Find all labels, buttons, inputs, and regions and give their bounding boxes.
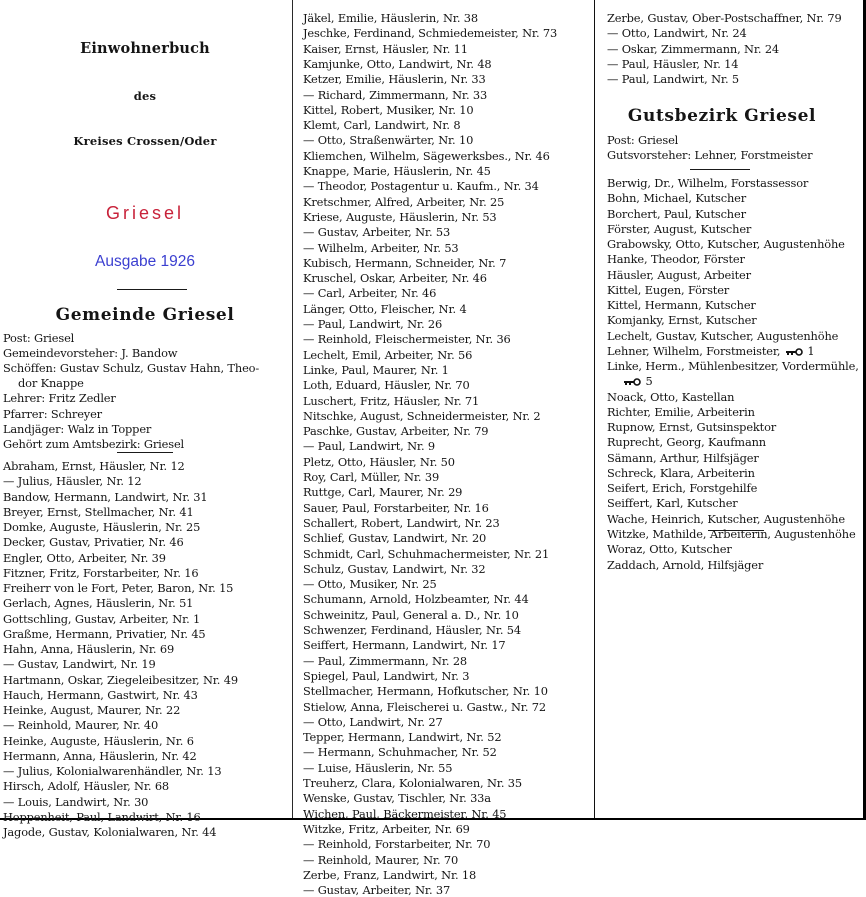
directory-entry: Hirsch, Adolf, Häusler, Nr. 68 (3, 779, 170, 794)
directory-entry: — Paul, Landwirt, Nr. 5 (607, 72, 740, 87)
directory-entry: Schulz, Gustav, Landwirt, Nr. 32 (303, 561, 486, 576)
directory-entry: — Oskar, Zimmermann, Nr. 24 (607, 41, 780, 56)
edition-stamp: Ausgabe 1926 (95, 253, 195, 270)
directory-entry: Häusler, August, Arbeiter (607, 267, 751, 282)
directory-entry: Hahn, Anna, Häuslerin, Nr. 69 (3, 642, 175, 656)
directory-entry: Länger, Otto, Fleischer, Nr. 4 (303, 301, 467, 316)
directory-entry: Lehrer: Fritz Zedler (3, 391, 116, 406)
directory-entry: Decker, Gustav, Privatier, Nr. 46 (3, 535, 184, 550)
directory-entry: Wache, Heinrich, Kutscher, Augustenhöhe (607, 511, 845, 526)
directory-entry: — Wilhelm, Arbeiter, Nr. 53 (303, 240, 459, 255)
directory-entry: — Richard, Zimmermann, Nr. 33 (303, 87, 488, 102)
directory-entry: — Gustav, Arbeiter, Nr. 37 (303, 883, 451, 897)
directory-entry: — Paul, Landwirt, Nr. 26 (303, 317, 443, 331)
directory-entry: Wenske, Gustav, Tischler, Nr. 33a (303, 791, 491, 806)
directory-entry: Zerbe, Franz, Landwirt, Nr. 18 (303, 867, 477, 882)
directory-entry: Freiherr von le Fort, Peter, Baron, Nr. 15 (3, 581, 234, 595)
directory-entry: — Otto, Straßenwärter, Nr. 10 (303, 133, 474, 148)
directory-entry: Förster, August, Kutscher (607, 221, 752, 236)
directory-entry: — Otto, Landwirt, Nr. 27 (303, 714, 443, 729)
officials-divider (117, 452, 173, 453)
directory-entry: Seifert, Erich, Forstgehilfe (607, 481, 758, 496)
directory-entry: Schweinitz, Paul, General a. D., Nr. 10 (303, 607, 519, 622)
directory-entry: Schöffen: Gustav Schulz, Gustav Hahn, Theo- (3, 361, 260, 376)
directory-entry: Sauer, Paul, Forstarbeiter, Nr. 16 (303, 500, 489, 515)
directory-entry: Knappe, Marie, Häuslerin, Nr. 45 (303, 164, 491, 178)
directory-entry: Hermann, Anna, Häuslerin, Nr. 42 (3, 748, 197, 763)
directory-entry: — Reinhold, Forstarbeiter, Nr. 70 (303, 837, 491, 852)
directory-entry: Fitzner, Fritz, Forstarbeiter, Nr. 16 (3, 565, 199, 580)
directory-entry: Witzke, Mathilde, Arbeiterin, Augustenhöhe (607, 526, 856, 541)
directory-entry: Kretschmer, Alfred, Arbeiter, Nr. 25 (303, 194, 505, 209)
directory-entry: Kamjunke, Otto, Landwirt, Nr. 48 (303, 56, 492, 71)
phone-number: 1 (807, 343, 815, 358)
directory-entry: Schreck, Klara, Arbeiterin (607, 465, 755, 480)
directory-entry: Sämann, Arthur, Hilfsjäger (607, 450, 759, 465)
directory-entry: Kubisch, Hermann, Schneider, Nr. 7 (303, 255, 507, 270)
directory-entry: Post: Griesel (607, 133, 679, 147)
directory-entry: Engler, Otto, Arbeiter, Nr. 39 (3, 550, 166, 565)
directory-entry: — Otto, Landwirt, Nr. 24 (607, 26, 747, 41)
directory-entry: Zaddach, Arnold, Hilfsjäger (607, 557, 764, 572)
book-title-of: des (133, 89, 157, 103)
directory-entry: — Theodor, Postagentur u. Kaufm., Nr. 34 (303, 179, 539, 194)
directory-entry: Kruschel, Oskar, Arbeiter, Nr. 46 (303, 271, 487, 286)
directory-entry: Lehner, Wilhelm, Forstmeister, 1 (607, 343, 815, 358)
directory-entry: Gemeindevorsteher: J. Bandow (3, 346, 178, 361)
directory-entry: Roy, Carl, Müller, Nr. 39 (303, 470, 440, 484)
directory-entry: — Paul, Zimmermann, Nr. 28 (303, 653, 468, 668)
directory-entry: Post: Griesel (3, 331, 75, 345)
directory-entry: Hartmann, Oskar, Ziegeleibesitzer, Nr. 49 (3, 672, 238, 687)
directory-entry: Hanke, Theodor, Förster (607, 252, 745, 267)
gemeinde-heading: Gemeinde Griesel (55, 305, 235, 325)
directory-entry: Domke, Auguste, Häuslerin, Nr. 25 (3, 520, 201, 534)
directory-entry: — Julius, Häusler, Nr. 12 (3, 474, 142, 489)
gutsbezirk-heading: Gutsbezirk Griesel (627, 106, 817, 126)
directory-entry: Hoppenheit, Paul, Landwirt, Nr. 16 (3, 809, 201, 824)
telephone-key-icon (785, 348, 803, 356)
directory-entry: Tepper, Hermann, Landwirt, Nr. 52 (303, 730, 502, 745)
directory-entry: Heinke, Auguste, Häuslerin, Nr. 6 (3, 733, 194, 748)
directory-entry: Linke, Herm., Mühlenbesitzer, Vordermühle, (607, 359, 859, 374)
directory-entry: Bohn, Michael, Kutscher (607, 191, 747, 206)
directory-entry: Landjäger: Walz in Topper (3, 421, 152, 436)
directory-entry: Kittel, Hermann, Kutscher (607, 298, 756, 313)
gutsbezirk-divider (690, 169, 750, 170)
directory-entry: Zerbe, Gustav, Ober-Postschaffner, Nr. 79 (607, 11, 842, 25)
directory-entry: — Julius, Kolonialwarenhändler, Nr. 13 (3, 764, 222, 778)
directory-entry: — Gustav, Arbeiter, Nr. 53 (303, 225, 451, 240)
telephone-key-icon (623, 378, 641, 386)
directory-entry: Ruttge, Carl, Maurer, Nr. 29 (303, 485, 463, 500)
directory-entry: Gottschling, Gustav, Arbeiter, Nr. 1 (3, 611, 201, 626)
directory-entry: Berwig, Dr., Wilhelm, Forstassessor (607, 176, 809, 190)
directory-entry: Klemt, Carl, Landwirt, Nr. 8 (303, 118, 461, 133)
directory-entry: — Otto, Musiker, Nr. 25 (303, 577, 437, 592)
book-title: Einwohnerbuch (80, 40, 210, 57)
directory-entry: Komjanky, Ernst, Kutscher (607, 313, 757, 328)
directory-entry: Luschert, Fritz, Häusler, Nr. 71 (303, 393, 480, 408)
column-divider-right (594, 0, 595, 820)
directory-entry: — Carl, Arbeiter, Nr. 46 (303, 286, 437, 301)
district-name: Kreises Crossen/Oder (73, 134, 217, 148)
column-divider-left (292, 0, 293, 820)
directory-entry: Kaiser, Ernst, Häusler, Nr. 11 (303, 41, 468, 56)
directory-entry: — Louis, Landwirt, Nr. 30 (3, 794, 149, 809)
gutsbezirk-end-rule (708, 530, 764, 531)
directory-entry: Noack, Otto, Kastellan (607, 389, 735, 404)
directory-entry: — Paul, Landwirt, Nr. 9 (303, 439, 436, 454)
directory-entry: Gerlach, Agnes, Häuslerin, Nr. 51 (3, 596, 194, 611)
directory-entry: — Hermann, Schuhmacher, Nr. 52 (303, 745, 497, 760)
directory-entry: Schwenzer, Ferdinand, Häusler, Nr. 54 (303, 623, 521, 637)
directory-entry: — Gustav, Landwirt, Nr. 19 (3, 657, 156, 672)
directory-entry: Jäkel, Emilie, Häuslerin, Nr. 38 (303, 11, 478, 25)
directory-entry: Grabowsky, Otto, Kutscher, Augustenhöhe (607, 237, 845, 252)
directory-entry: — Reinhold, Maurer, Nr. 40 (3, 718, 159, 733)
directory-entry: Paschke, Gustav, Arbeiter, Nr. 79 (303, 424, 489, 439)
directory-entry: — Luise, Häuslerin, Nr. 55 (303, 760, 453, 775)
directory-entry: Breyer, Ernst, Stellmacher, Nr. 41 (3, 504, 194, 519)
place-stamp: Griesel (105, 203, 184, 223)
directory-entry: Schumann, Arnold, Holzbeamter, Nr. 44 (303, 592, 529, 607)
directory-entry: Nitschke, August, Schneidermeister, Nr. 2 (303, 408, 541, 423)
directory-entry: Borchert, Paul, Kutscher (607, 206, 746, 221)
directory-entry: Rupnow, Ernst, Gutsinspektor (607, 420, 777, 435)
directory-entry: Stellmacher, Hermann, Hofkutscher, Nr. 10 (303, 684, 548, 699)
directory-entry: Spiegel, Paul, Landwirt, Nr. 3 (303, 668, 470, 683)
directory-entry: Schallert, Robert, Landwirt, Nr. 23 (303, 515, 500, 530)
directory-entry: Schlief, Gustav, Landwirt, Nr. 20 (303, 531, 487, 546)
directory-entry: Kittel, Eugen, Förster (607, 282, 730, 297)
directory-entry: Wichen, Paul, Bäckermeister, Nr. 45 (303, 806, 507, 821)
directory-entry: Seiffert, Karl, Kutscher (607, 496, 738, 511)
directory-entry: Lechelt, Emil, Arbeiter, Nr. 56 (303, 347, 473, 362)
directory-entry: dor Knappe (18, 376, 84, 391)
directory-entry: Kittel, Robert, Musiker, Nr. 10 (303, 102, 474, 117)
directory-entry: Kliemchen, Wilhelm, Sägewerksbes., Nr. 46 (303, 148, 550, 163)
directory-entry: Bandow, Hermann, Landwirt, Nr. 31 (3, 489, 208, 504)
directory-entry: Jeschke, Ferdinand, Schmiedemeister, Nr. 73 (303, 26, 558, 41)
directory-entry: Ruprecht, Georg, Kaufmann (607, 435, 766, 450)
directory-entry: Loth, Eduard, Häusler, Nr. 70 (303, 378, 470, 393)
directory-entry: Linke, Paul, Maurer, Nr. 1 (303, 362, 449, 377)
directory-entry: Gutsvorsteher: Lehner, Forstmeister (607, 148, 813, 163)
directory-entry: Treuherz, Clara, Kolonialwaren, Nr. 35 (303, 776, 522, 790)
directory-entry: Stielow, Anna, Fleischerei u. Gastw., Nr. 72 (303, 699, 546, 714)
directory-entry: Pfarrer: Schreyer (3, 406, 102, 421)
directory-entry: — Reinhold, Fleischermeister, Nr. 36 (303, 332, 511, 347)
directory-entry: Lechelt, Gustav, Kutscher, Augustenhöhe (607, 328, 839, 343)
directory-entry: Abraham, Ernst, Häusler, Nr. 12 (3, 459, 185, 473)
title-divider (117, 289, 187, 290)
directory-entry: Kriese, Auguste, Häuslerin, Nr. 53 (303, 209, 497, 224)
directory-entry: Hauch, Hermann, Gastwirt, Nr. 43 (3, 687, 198, 702)
directory-entry-continuation (622, 374, 653, 388)
directory-entry: Schmidt, Carl, Schuhmachermeister, Nr. 21 (303, 546, 550, 561)
directory-entry: Witzke, Fritz, Arbeiter, Nr. 69 (303, 821, 470, 836)
directory-entry: Woraz, Otto, Kutscher (607, 542, 732, 557)
directory-entry: Graßme, Hermann, Privatier, Nr. 45 (3, 626, 206, 641)
directory-entry: Gehört zum Amtsbezirk: Griesel (3, 436, 185, 451)
directory-entry: Jagode, Gustav, Kolonialwaren, Nr. 44 (3, 825, 217, 839)
directory-entry: Heinke, August, Maurer, Nr. 22 (3, 703, 181, 717)
directory-entry: Richter, Emilie, Arbeiterin (607, 404, 755, 419)
directory-entry: Ketzer, Emilie, Häuslerin, Nr. 33 (303, 72, 486, 87)
directory-entry: Seiffert, Hermann, Landwirt, Nr. 17 (303, 638, 506, 653)
directory-entry: — Paul, Häusler, Nr. 14 (607, 56, 739, 71)
directory-entry: Pletz, Otto, Häusler, Nr. 50 (303, 454, 455, 469)
directory-entry: — Reinhold, Maurer, Nr. 70 (303, 852, 459, 867)
phone-number: 5 (645, 374, 653, 389)
